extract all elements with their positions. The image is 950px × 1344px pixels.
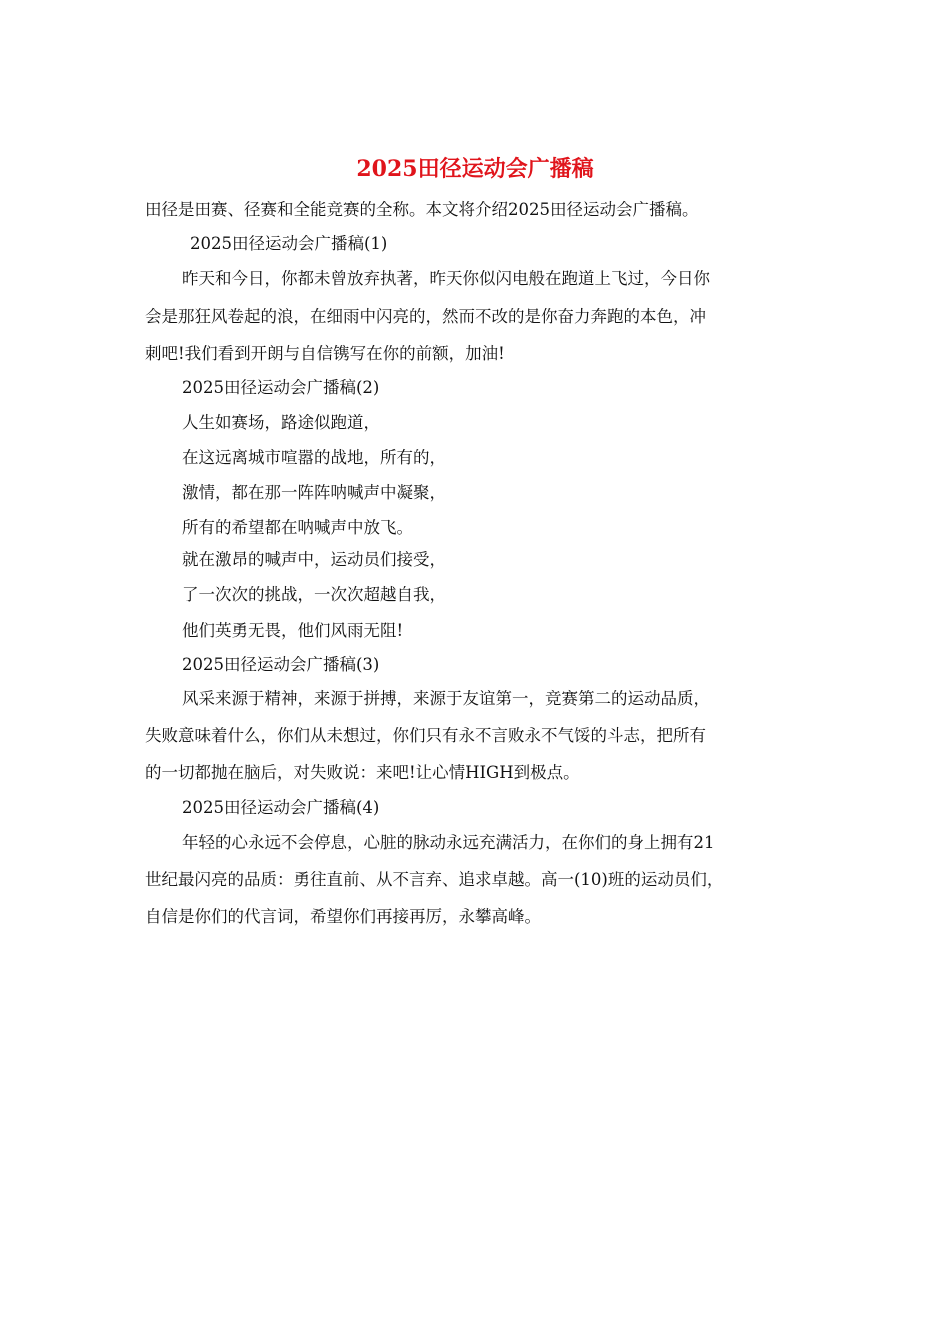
section-heading: 2025田径运动会广播稿(2) xyxy=(182,378,380,397)
paragraph-line: 年轻的心永远不会停息，心脏的脉动永远充满活力，在你们的身上拥有21 xyxy=(182,833,715,852)
section-heading: 2025田径运动会广播稿(1) xyxy=(190,234,388,253)
poem-line: 人生如赛场，路途似跑道， xyxy=(182,413,380,432)
poem-line: 就在激昂的喊声中，运动员们接受， xyxy=(182,550,446,569)
intro-paragraph: 田径是田赛、径赛和全能竞赛的全称。本文将介绍2025田径运动会广播稿。 xyxy=(145,200,699,219)
paragraph-line: 刺吧!我们看到开朗与自信镌写在你的前额，加油! xyxy=(145,344,505,363)
poem-line: 激情，都在那一阵阵呐喊声中凝聚， xyxy=(182,483,446,502)
paragraph-line: 失败意味着什么，你们从未想过，你们只有永不言败永不气馁的斗志，把所有 xyxy=(145,726,706,745)
paragraph-line: 世纪最闪亮的品质：勇往直前、从不言弃、追求卓越。高一(10)班的运动员们， xyxy=(145,870,724,889)
poem-line: 他们英勇无畏，他们风雨无阻! xyxy=(182,621,404,640)
paragraph-line: 昨天和今日，你都未曾放弃执著，昨天你似闪电般在跑道上飞过，今日你 xyxy=(182,269,710,288)
paragraph-line: 自信是你们的代言词，希望你们再接再厉，永攀高峰。 xyxy=(145,907,541,926)
paragraph-line: 的一切都抛在脑后，对失败说：来吧!让心情HIGH到极点。 xyxy=(145,763,580,782)
poem-line: 了一次次的挑战，一次次超越自我， xyxy=(182,585,446,604)
section-heading: 2025田径运动会广播稿(4) xyxy=(182,798,380,817)
document-title: 2025田径运动会广播稿 xyxy=(356,156,594,182)
paragraph-line: 风采来源于精神，来源于拼搏，来源于友谊第一，竞赛第二的运动品质， xyxy=(182,689,710,708)
poem-line: 所有的希望都在呐喊声中放飞。 xyxy=(182,518,413,537)
paragraph-line: 会是那狂风卷起的浪，在细雨中闪亮的，然而不改的是你奋力奔跑的本色，冲 xyxy=(145,307,706,326)
section-heading: 2025田径运动会广播稿(3) xyxy=(182,655,380,674)
poem-line: 在这远离城市喧嚣的战地，所有的， xyxy=(182,448,446,467)
